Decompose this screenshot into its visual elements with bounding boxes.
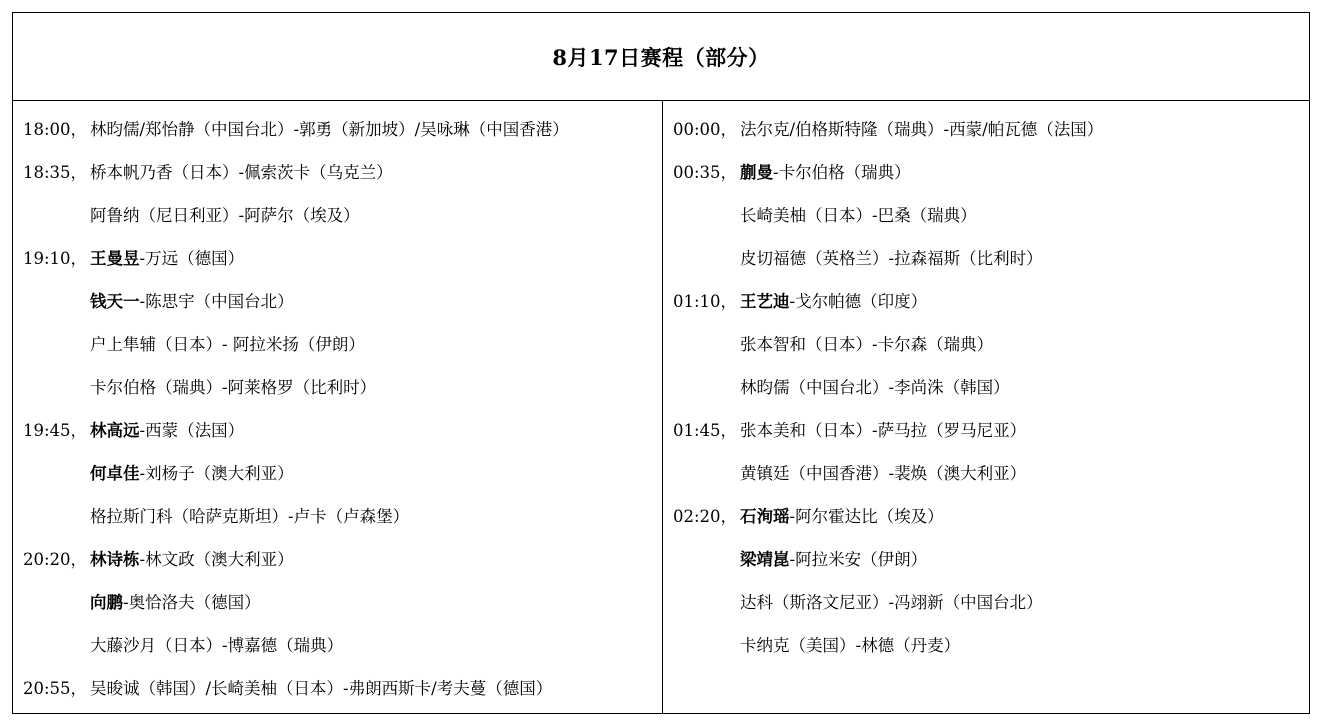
match-line [673, 419, 1026, 443]
match-detail: 阿鲁纳（尼日利亚）-阿萨尔（埃及） [90, 206, 360, 225]
left-column [13, 100, 663, 713]
match-detail: 达科（斯洛文尼亚）-冯翊新（中国台北） [740, 593, 1043, 612]
match-time [23, 505, 90, 529]
match-detail: 林昀儒/郑怡静（中国台北）-郭勇（新加坡）/吴咏琳（中国香港） [90, 120, 569, 139]
match-time [673, 634, 740, 658]
match-detail: -刘杨子（澳大利亚） [139, 464, 294, 483]
match-time [673, 204, 740, 228]
match-line [23, 677, 552, 701]
match-line [23, 462, 294, 486]
match-detail: 户上隼辅（日本）- 阿拉米扬（伊朗） [90, 335, 365, 354]
match-line [23, 333, 365, 357]
match-chinese-player: 王曼昱 [90, 249, 140, 268]
match-time: 01:10， [673, 292, 738, 311]
match-time: 02:20， [673, 507, 738, 526]
match-detail: 格拉斯门科（哈萨克斯坦）-卢卡（卢森堡） [90, 507, 410, 526]
match-chinese-player: 何卓佳 [90, 464, 140, 483]
match-detail: 张本智和（日本）-卡尔森（瑞典） [740, 335, 994, 354]
title-row [13, 13, 1309, 101]
match-time [673, 462, 740, 486]
match-line [23, 634, 343, 658]
match-detail: 大藤沙月（日本）-博嘉德（瑞典） [90, 636, 344, 655]
match-time: 20:55， [23, 679, 88, 698]
match-time [673, 591, 740, 615]
match-detail: 卡尔伯格（瑞典）-阿莱格罗（比利时） [90, 378, 377, 397]
match-time: 00:35， [673, 163, 738, 182]
match-time: 18:35， [23, 163, 88, 182]
match-time [673, 548, 740, 572]
match-detail: 法尔克/伯格斯特隆（瑞典）-西蒙/帕瓦德（法国） [740, 120, 1104, 139]
match-line [673, 161, 911, 185]
page-title: 8月17日赛程（部分） [552, 44, 770, 70]
match-line [23, 247, 244, 271]
match-detail: -卡尔伯格（瑞典） [773, 163, 911, 182]
match-time [23, 333, 90, 357]
match-time [673, 247, 740, 271]
match-detail: 长崎美柚（日本）-巴桑（瑞典） [740, 206, 977, 225]
match-time: 19:10， [23, 249, 88, 268]
match-detail: -阿尔霍达比（埃及） [789, 507, 944, 526]
match-detail: 吴晙诚（韩国）/长崎美柚（日本）-弗朗西斯卡/考夫蔓（德国） [90, 679, 553, 698]
match-detail: -奥恰洛夫（德国） [123, 593, 261, 612]
match-line [673, 290, 927, 314]
match-chinese-player: 向鹏 [90, 593, 123, 612]
match-line [23, 376, 376, 400]
match-line [673, 376, 1010, 400]
match-line [23, 118, 569, 142]
match-line [23, 591, 261, 615]
match-time [673, 376, 740, 400]
match-chinese-player: 林诗栋 [90, 550, 140, 569]
match-detail: -戈尔帕德（印度） [789, 292, 928, 311]
match-detail: 林昀儒（中国台北）-李尚洙（韩国） [740, 378, 1010, 397]
match-detail: 桥本帆乃香（日本）-佩索茨卡（乌克兰） [90, 163, 393, 182]
match-line [23, 505, 409, 529]
match-line [673, 505, 944, 529]
match-chinese-player: 林高远 [90, 421, 140, 440]
match-detail: 张本美和（日本）-萨马拉（罗马尼亚） [740, 421, 1027, 440]
match-detail: -万远（德国） [139, 249, 245, 268]
match-line [673, 247, 1043, 271]
match-time [23, 376, 90, 400]
match-chinese-player: 梁靖崑 [740, 550, 790, 569]
match-detail: -林文政（澳大利亚） [139, 550, 294, 569]
match-time [23, 204, 90, 228]
match-time: 00:00， [673, 120, 738, 139]
match-chinese-player: 蒯曼 [740, 163, 773, 182]
schedule-table [12, 12, 1310, 714]
match-time: 20:20， [23, 550, 88, 569]
match-line [23, 161, 393, 185]
match-time [673, 333, 740, 357]
match-line [23, 419, 244, 443]
match-time [23, 591, 90, 615]
match-time [23, 462, 90, 486]
match-line [673, 634, 960, 658]
match-line [673, 204, 977, 228]
match-line [673, 118, 1103, 142]
match-detail: -阿拉米安（伊朗） [789, 550, 928, 569]
match-chinese-player: 钱天一 [90, 292, 140, 311]
match-time: 01:45， [673, 421, 738, 440]
match-line [673, 462, 1026, 486]
match-line [23, 204, 360, 228]
match-time: 18:00， [23, 120, 88, 139]
match-time [23, 290, 90, 314]
match-line [23, 548, 294, 572]
match-detail: 皮切福德（英格兰）-拉森福斯（比利时） [740, 249, 1043, 268]
match-line [673, 548, 927, 572]
match-line [673, 591, 1043, 615]
match-detail: -陈思宇（中国台北） [139, 292, 294, 311]
match-line [23, 290, 294, 314]
right-column [663, 100, 1309, 713]
match-detail: 黄镇廷（中国香港）-裴焕（澳大利亚） [740, 464, 1027, 483]
match-time [23, 634, 90, 658]
match-line [673, 333, 993, 357]
match-time: 19:45， [23, 421, 88, 440]
match-chinese-player: 石洵瑶 [740, 507, 790, 526]
match-detail: 卡纳克（美国）-林德（丹麦） [740, 636, 961, 655]
match-detail: -西蒙（法国） [139, 421, 245, 440]
match-chinese-player: 王艺迪 [740, 292, 790, 311]
